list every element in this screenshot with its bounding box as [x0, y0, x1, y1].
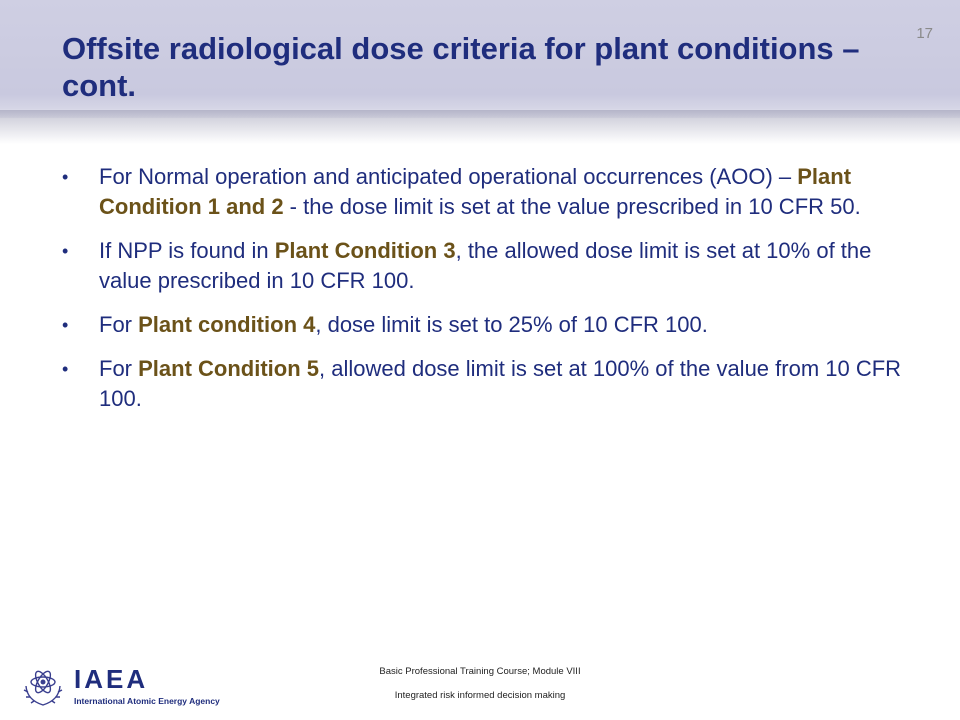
bullet-highlight: Plant Condition 5 [138, 356, 320, 381]
bullet-item [62, 162, 922, 222]
atom-olive-wreath-icon [18, 660, 68, 710]
bullet-text: For Plant Condition 5, allowed dose limit is set at 100% of the value from 10 CFR 100. [99, 356, 902, 411]
footer [340, 666, 620, 701]
bullet-item [62, 236, 922, 296]
bullet-dot-icon: • [62, 241, 69, 261]
bullet-dot-icon: • [62, 359, 69, 379]
bullet-text: For Normal operation and anticipated operational occurrences (AOO) – Plant Condition 1 and 2 - the dose limit is set at the value prescribed in 10 CFR 50. [99, 164, 861, 219]
bullet-item [62, 310, 922, 340]
bullet-dot-icon: • [62, 167, 69, 187]
bullet-text: If NPP is found in Plant Condition 3, the allowed dose limit is set at 10% of the value prescribed in 10 CFR 100. [99, 238, 872, 293]
bullet-highlight: Plant Condition 1 and 2 [99, 164, 852, 219]
iaea-logo [18, 660, 248, 708]
slide-title: Offsite radiological dose criteria for plant conditions – cont. [62, 31, 860, 103]
header-shadow [0, 110, 960, 144]
footer-topic: Integrated risk informed decision making [394, 690, 566, 701]
bullet-text: For Plant condition 4, dose limit is set to 25% of 10 CFR 100. [99, 312, 708, 337]
iaea-logo-text: IAEA [74, 664, 149, 694]
bullet-item [62, 354, 922, 414]
iaea-logo-subtext: International Atomic Energy Agency [74, 696, 220, 706]
bullet-dot-icon: • [62, 315, 69, 335]
footer-course: Basic Professional Training Course; Module VIII [379, 666, 581, 677]
bullet-highlight: Plant condition 4 [138, 312, 316, 337]
slide-number: 17 [916, 25, 933, 42]
bullet-list [62, 162, 922, 428]
bullet-highlight: Plant Condition 3 [274, 238, 456, 263]
